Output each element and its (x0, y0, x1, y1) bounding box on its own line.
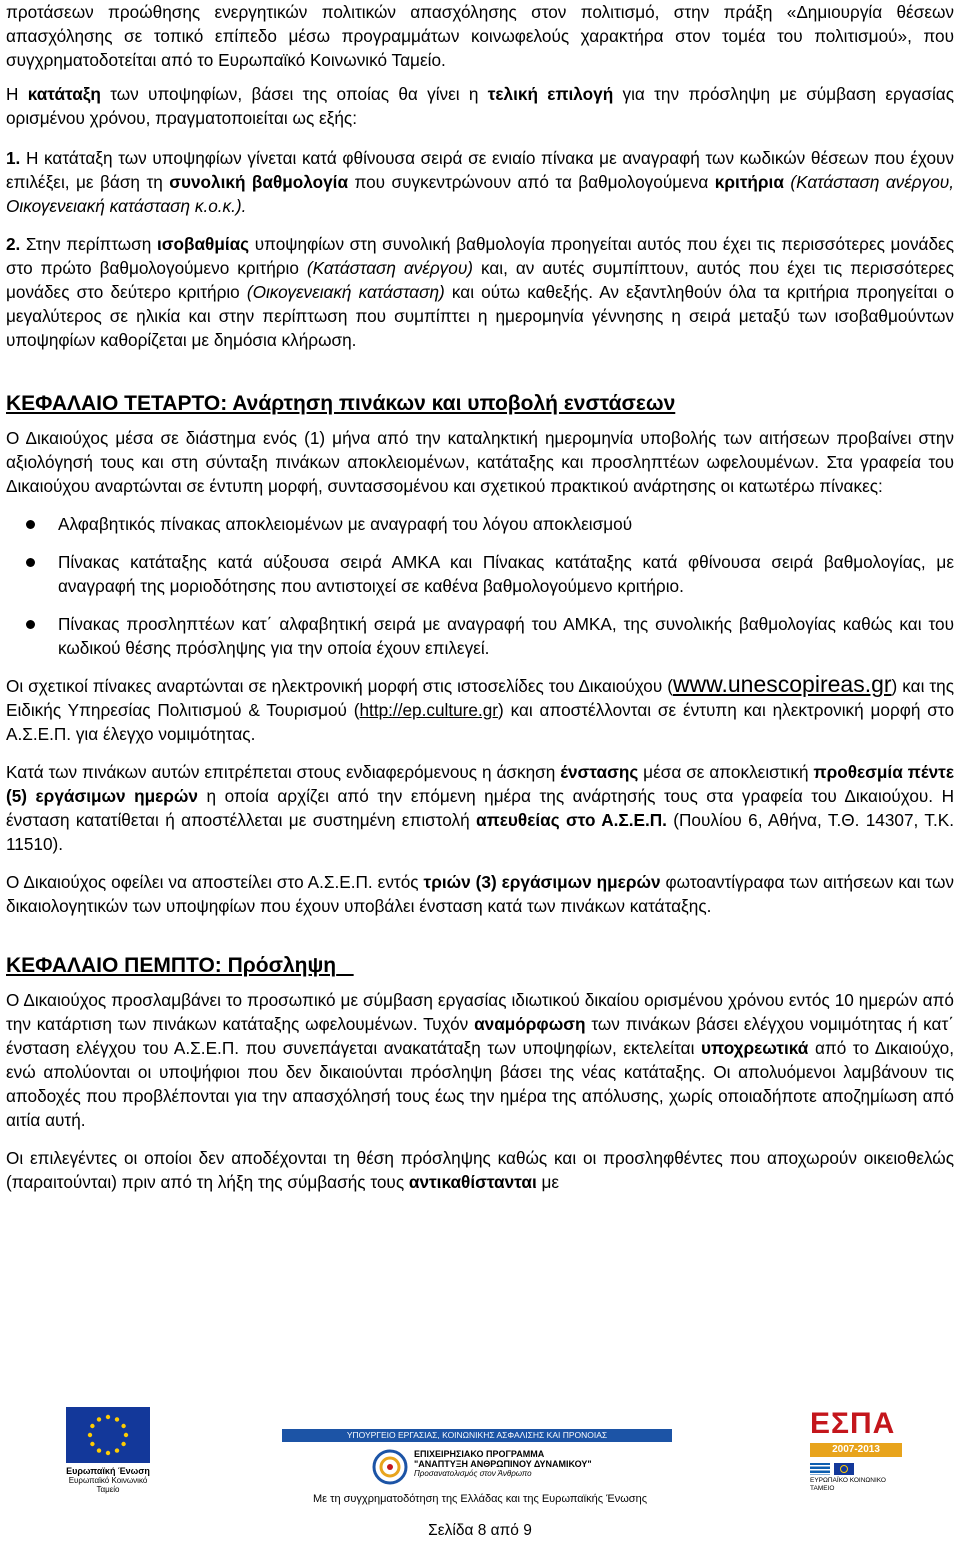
list-item-text: Πίνακας προσληπτέων κατ΄ αλφαβητική σειρά με αναγραφή του ΑΜΚΑ, της συνολικής βαθμολογίας καθώς και του κωδικού θέσης πρόσληψης για την οποία έχουν επιλεγεί. (58, 614, 954, 658)
objection-paragraph (6, 760, 954, 856)
website-link[interactable]: www.unescopireas.gr (672, 671, 892, 697)
bullet-icon (26, 520, 35, 529)
text-run: ) και της Ειδικής Υπηρεσίας Πολιτισμού & Τουρισμού ( (6, 676, 954, 720)
italic-note: (Οικογενειακή κατάσταση) (246, 282, 445, 302)
hiring-paragraph (6, 988, 954, 1132)
text-run: Ο Δικαιούχος οφείλει να αποστείλει στο Α.Σ.Ε.Π. εντός (6, 872, 424, 892)
rule-number: 1. (6, 148, 21, 168)
text-run: για την πρόσληψη με σύμβαση εργασίας ορισμένου χρόνου, πραγματοποιείται ως εξής: (6, 84, 954, 128)
programme-mark-icon (372, 1449, 408, 1485)
bold-term: αντικαθίστανται (408, 1172, 537, 1192)
beneficiary-obligation-paragraph (6, 870, 954, 918)
text-run: με (536, 1172, 560, 1192)
text-run: και, αν αυτές συμπίπτουν, αυτός που έχει τις περισσότερες μονάδες στο δεύτερο κριτήριο (6, 258, 955, 302)
list-item (6, 512, 954, 536)
espa-caption: ΕΥΡΩΠΑΪΚΟ ΚΟΙΝΩΝΙΚΟ ΤΑΜΕΙΟ (810, 1477, 886, 1492)
eu-caption-title: Ευρωπαϊκή Ένωση (66, 1466, 150, 1476)
programme-line: ΕΠΙΧΕΙΡΗΣΙΑΚΟ ΠΡΟΓΡΑΜΜΑ (414, 1449, 545, 1459)
eu-flag-icon (66, 1407, 150, 1463)
bold-term: ένστασης (560, 762, 639, 782)
bold-term: κατάταξη (27, 84, 101, 104)
text-run: Η κατάταξη των υποψηφίων γίνεται κατά φθίνουσα σειρά σε ενιαίο πίνακα με αναγραφή των κωδικών θέσεων που έχουν επιλέξει, με βάση τη (6, 148, 954, 192)
replacement-paragraph (6, 1146, 954, 1194)
text-run: Στην περίπτωση (20, 234, 157, 254)
rule-1-paragraph (6, 146, 954, 218)
text-run: φωτοαντίγραφα των αιτήσεων και των δικαιολογητικών των υποψηφίων που έχουν υποβάλει ένσταση κατά των πινάκων κατάταξης. (6, 872, 954, 916)
text-run: των υποψηφίων, βάσει της οποίας θα γίνει η (100, 84, 488, 104)
text-run: και ούτω καθεξής. Αν εξαντληθούν όλα τα κριτήρια προηγείται ο μεγαλύτερος σε ηλικία και στην περίπτωση που συμπίπτει η ημερομηνία γέννησης η σειρά μεταξύ των ισοβαθμούντων υποψηφίων καθορίζεται με δημόσια κλήρωση. (6, 282, 954, 350)
list-item-text: Αλφαβητικός πίνακας αποκλειομένων με αναγραφή του λόγου αποκλεισμού (58, 514, 633, 534)
programme-slogan: Προσανατολισμός στον Άνθρωπο (414, 1469, 532, 1478)
bold-term: κριτήρια (714, 172, 784, 192)
bold-term: απευθείας στο Α.Σ.Ε.Π. (476, 810, 667, 830)
programme-text (414, 1449, 592, 1479)
text-run: μέσα σε αποκλειστική (638, 762, 814, 782)
operational-programme-logo (372, 1447, 672, 1487)
cofunding-note: Με τη συγχρηματοδότηση της Ελλάδας και της Ευρωπαϊκής Ένωσης (312, 1493, 648, 1505)
espa-logo (810, 1407, 906, 1492)
bold-term: προθεσμία πέντε (5) εργάσιμων ημερών (6, 762, 954, 806)
espa-title: ΕΣΠΑ (810, 1407, 896, 1440)
text-run: ) και αποστέλλονται σε έντυπη και ηλεκτρονική μορφή στο Α.Σ.Ε.Π. για έλεγχο νομιμότητας. (6, 700, 954, 744)
list-item (6, 550, 954, 598)
text-run: (Πουλίου 6, Αθήνα, Τ.Θ. 14307, Τ.Κ. 11510). (6, 810, 954, 854)
intro-paragraph: προτάσεων προώθησης ενεργητικών πολιτικών απασχόλησης στον πολιτισμό, στην πράξη «Δημιουργία θέσεων απασχόλησης σε τοπικό επίπεδο μέσω προγραμμάτων κοινωφελούς χαρακτήρα στον τομέα του πολιτισμού», που συγχρηματοδοτείται από το Ευρωπαϊκό Κοινωνικό Ταμείο. (6, 2, 954, 70)
rule-number: 2. (6, 234, 21, 254)
text-run: Οι επιλεγέντες οι οποίοι δεν αποδέχονται τη θέση πρόσληψης καθώς και οι προσληφθέντες που αποχωρούν οικειοθελώς (παραιτούνται) πριν από τη λήξη της σύμβασής τους (6, 1148, 954, 1192)
tables-list (6, 512, 954, 660)
bold-term: υποχρεωτικά (701, 1038, 809, 1058)
text-run: των πινάκων βάσει ελέγχου νομιμότητας ή κατ΄ ένσταση ελέγχου του Α.Σ.Ε.Π. που συνεπάγεται ανακατάταξη των υποψηφίων, εκτελείται (6, 1014, 954, 1058)
bullet-icon (26, 558, 35, 567)
chapter-5-heading (6, 952, 954, 980)
chapter-4-paragraph: Ο Δικαιούχος μέσα σε διάστημα ενός (1) μήνα από την καταληκτική ημερομηνία υποβολής των αιτήσεων προβαίνει στην αξιολόγησή τους και στη σύνταξη πινάκων αποκλειομένων, κατάταξης και προσληπτέων ωφελουμένων. Στα γραφεία του Δικαιούχου αναρτώνται σε έντυπη μορφή, συντασσομένου και σχετικού πρακτικού ανάρτησης οι κατωτέρω πίνακες: (6, 428, 954, 496)
flags-icon (810, 1463, 902, 1475)
funding-logos (0, 1403, 960, 1494)
eu-logo (60, 1407, 156, 1494)
italic-note: (Κατάσταση ανέργου) (306, 258, 474, 278)
bold-term: ισοβαθμίας (156, 234, 250, 254)
publication-paragraph (6, 672, 954, 746)
document-page (6, 0, 954, 1194)
programme-line: "ΑΝΑΠΤΥΞΗ ΑΝΘΡΩΠΙΝΟΥ ΔΥΝΑΜΙΚΟΥ" (414, 1459, 592, 1469)
espa-years: 2007-2013 (810, 1443, 902, 1457)
bold-term: συνολική βαθμολογία (169, 172, 349, 192)
chapter-4-heading: ΚΕΦΑΛΑΙΟ ΤΕΤΑΡΤΟ: Ανάρτηση πινάκων και υποβολή ενστάσεων (6, 392, 676, 415)
text-run: από το Δικαιούχο, ενώ απολύονται οι υποψήφιοι που δεν δικαιούνται πρόσληψη βάσει της νέας κατάταξης. Οι απολυόμενοι λαμβάνουν τις αποδοχές που προβλέπονται για την απασχόλησή τους έως την ημέρα της απόλυσης, χωρίς οποιαδήποτε αποζημίωση από αιτία αυτή. (6, 1038, 954, 1130)
rule-2-paragraph (6, 232, 954, 352)
text-run: Η (6, 84, 28, 104)
bullet-icon (26, 620, 35, 629)
page-number: Σελίδα 8 από 9 (428, 1522, 532, 1539)
text-run: Κατά των πινάκων αυτών επιτρέπεται στους ενδιαφερόμενους η άσκηση (6, 762, 561, 782)
bold-term: αναμόρφωση (474, 1014, 586, 1034)
heading-text: ΚΕΦΑΛΑΙΟ ΠΕΜΠΤΟ: Πρόσληψη (6, 954, 337, 977)
eu-caption-text: Ευρωπαϊκό Κοινωνικό Ταμείο (68, 1476, 148, 1494)
text-run: η οποία αρχίζει από την επόμενη ημέρα της ανάρτησής τους στα γραφεία του Δικαιούχου. Η ένσταση κατατίθεται ή αποστέλλεται με συστημένη επιστολή (6, 786, 955, 830)
ministry-banner: ΥΠΟΥΡΓΕΙΟ ΕΡΓΑΣΙΑΣ, ΚΟΙΝΩΝΙΚΗΣ ΑΣΦΑΛΙΣΗΣ ΚΑΙ ΠΡΟΝΟΙΑΣ (282, 1429, 672, 1442)
text-run: που συγκεντρώνουν από τα βαθμολογούμενα (348, 172, 715, 192)
list-item-text: Πίνακας κατάταξης κατά αύξουσα σειρά ΑΜΚΑ και Πίνακας κατάταξης κατά φθίνουσα σειρά βαθμολογίας, με αναγραφή της μοριοδότησης που αντιστοιχεί σε καθένα βαθμολογούμενο κριτήριο. (58, 552, 954, 596)
bold-term: τριών (3) εργάσιμων ημερών (423, 872, 661, 892)
text-run: Ο Δικαιούχος προσλαμβάνει το προσωπικό με σύμβαση εργασίας ιδιωτικού δικαίου ορισμένου χρόνου εντός 10 ημερών από την κατάρτιση των πινάκων κατάταξης ωφελουμένων. Τυχόν (6, 990, 954, 1034)
text-run: Οι σχετικοί πίνακες αναρτώνται σε ηλεκτρονική μορφή στις ιστοσελίδες του Δικαιούχου ( (6, 676, 673, 696)
text-run: υποψηφίων στη συνολική βαθμολογία προηγείται αυτός που έχει τις περισσότερες μονάδες στο πρώτο βαθμολογούμενο κριτήριο (6, 234, 954, 278)
culture-website-link[interactable]: http://ep.culture.gr (359, 700, 499, 720)
italic-note: (Κατάσταση ανέργου, Οικογενειακή κατάσταση κ.ο.κ.). (6, 172, 954, 216)
ranking-intro-paragraph (6, 82, 954, 130)
list-item (6, 612, 954, 660)
bold-term: τελική επιλογή (487, 84, 614, 104)
